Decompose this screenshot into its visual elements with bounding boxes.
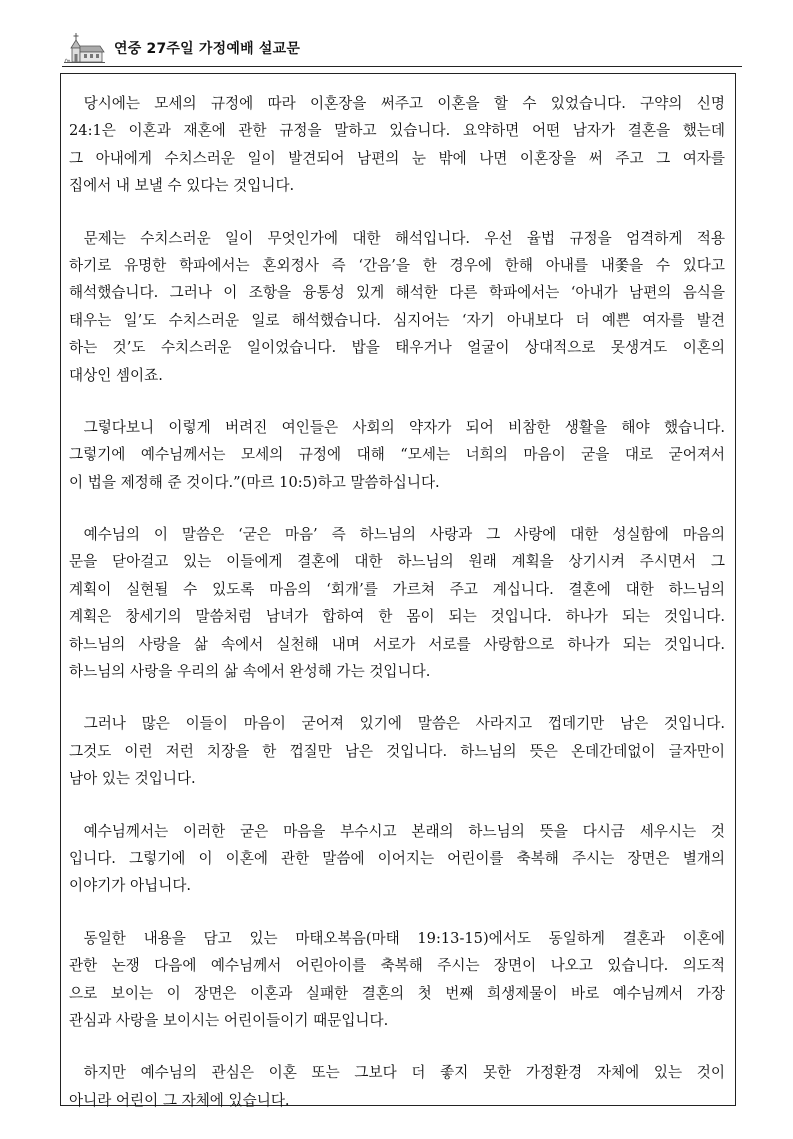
- document-title: 연중 27주일 가정예배 설교문: [114, 41, 301, 57]
- paragraph-line: 문제는 수치스러운 일이 무엇인가에 대한 해석입니다. 우선 율법 규정을 엄격하게 적용: [69, 229, 725, 247]
- paragraph-line: 그렇기에 예수님께서는 모세의 규정에 대해 “모세는 너희의 마음이 굳을 대로 굳어져서: [69, 446, 725, 464]
- paragraph-line: 예수님의 이 말씀은 ‘굳은 마음’ 즉 하느님의 사랑과 그 사랑에 대한 성실함에 마음의: [69, 526, 725, 544]
- paragraph-line: 하느님의 사랑을 삶 속에서 실천해 내며 서로가 서로를 사랑함으로 하나가 되는 것입니다.: [69, 635, 725, 653]
- paragraph-line: 그 아내에게 수치스러운 일이 발견되어 남편의 눈 밖에 나면 이혼장을 써 주고 그 여자를: [69, 149, 725, 167]
- paragraph-line: 남아 있는 것입니다.: [69, 770, 196, 788]
- paragraph-line: 하는 것’도 수치스러운 일이었습니다. 밥을 태우거나 얼굴이 상대적으로 못생겨도 이혼의: [69, 339, 725, 357]
- document-header: [62, 30, 742, 64]
- paragraph-line: 계획이 실현될 수 있도록 마음의 ‘회개’를 가르쳐 주고 계십니다. 결혼에 대한 하느님의: [69, 580, 725, 598]
- paragraph-line: 하지만 예수님의 관심은 이혼 또는 그보다 더 좋지 못한 가정환경 자체에 있는 것이: [69, 1064, 725, 1082]
- paragraph-line: 으로 보이는 이 장면은 이혼과 실패한 결혼의 첫 번째 희생제물이 바로 예수님께서 가장: [69, 984, 725, 1002]
- paragraph-line: 동일한 내용을 담고 있는 마태오복음(마태 19:13-15)에서도 동일하게 결혼과 이혼에: [69, 929, 725, 947]
- paragraph-line: 해석했습니다. 그러나 이 조항을 융통성 있게 해석한 다른 학파에서는 ‘아내가 남편의 음식을: [69, 284, 725, 302]
- paragraph-line: 대상인 셈이죠.: [69, 366, 163, 384]
- sermon-paragraph: [69, 1059, 725, 1114]
- paragraph-line: 예수님께서는 이러한 굳은 마음을 부수시고 본래의 하느님의 뜻을 다시금 세우시는 것: [69, 822, 725, 840]
- paragraph-line: 아니라 어린이 그 자체에 있습니다.: [69, 1091, 290, 1109]
- paragraph-line: 하기로 유명한 학파에서는 혼외정사 즉 ‘간음’을 한 경우에 한해 아내를 내쫓을 수 있다고: [69, 256, 725, 274]
- paragraph-line: 계획은 창세기의 말씀처럼 남녀가 합하여 한 몸이 되는 것입니다. 하나가 되는 것입니다.: [69, 608, 725, 626]
- paragraph-line: 태우는 일’도 수치스러운 일로 해석했습니다. 심지어는 ‘자기 아내보다 더 예쁜 여자를 발견: [69, 311, 725, 329]
- sermon-paragraph: [69, 710, 725, 792]
- paragraph-line: 당시에는 모세의 규정에 따라 이혼장을 써주고 이혼을 할 수 있었습니다. 구약의 신명: [69, 95, 725, 112]
- paragraph-line: 관심과 사랑을 보이시는 어린이들이기 때문입니다.: [69, 1011, 389, 1029]
- paragraph-line: 그것도 이런 저런 치장을 한 껍질만 남은 것입니다. 하느님의 뜻은 온데간데없이 글자만이: [69, 742, 725, 760]
- header-divider: [62, 66, 742, 67]
- sermon-body: [69, 90, 725, 1139]
- sermon-paragraph: [69, 818, 725, 900]
- sermon-paragraph: [69, 925, 725, 1035]
- paragraph-line: 24:1은 이혼과 재혼에 관한 규정을 말하고 있습니다. 요약하면 어떤 남자가 결혼을 했는데: [69, 122, 725, 140]
- paragraph-line: 이야기가 아닙니다.: [69, 877, 192, 895]
- paragraph-line: 집에서 내 보낼 수 있다는 것입니다.: [69, 177, 295, 195]
- church-icon: [62, 32, 106, 64]
- paragraph-line: 이 법을 제정해 준 것이다.”(마르 10:5)하고 말씀하십니다.: [69, 473, 440, 491]
- sermon-paragraph: [69, 414, 725, 496]
- paragraph-line: 관한 논쟁 다음에 예수님께서 어린아이를 축복해 주시는 장면이 나오고 있습니다. 의도적: [69, 957, 725, 975]
- sermon-paragraph: [69, 225, 725, 389]
- paragraph-line: 입니다. 그렇기에 이 이혼에 관한 말씀에 이어지는 어린이를 축복해 주시는 장면은 별개의: [69, 849, 725, 867]
- paragraph-line: 그렇다보니 이렇게 버려진 여인들은 사회의 약자가 되어 비참한 생활을 해야 했습니다.: [69, 418, 725, 436]
- paragraph-line: 하느님의 사랑을 우리의 삶 속에서 완성해 가는 것입니다.: [69, 663, 431, 681]
- sermon-paragraph: [69, 90, 725, 200]
- sermon-paragraph: [69, 521, 725, 685]
- paragraph-line: 문을 닫아걸고 있는 이들에게 결혼에 대한 하느님의 원래 계획을 상기시켜 주시면서 그: [69, 553, 725, 571]
- paragraph-line: 그러나 많은 이들이 마음이 굳어져 있기에 말씀은 사라지고 껍데기만 남은 것입니다.: [69, 715, 725, 733]
